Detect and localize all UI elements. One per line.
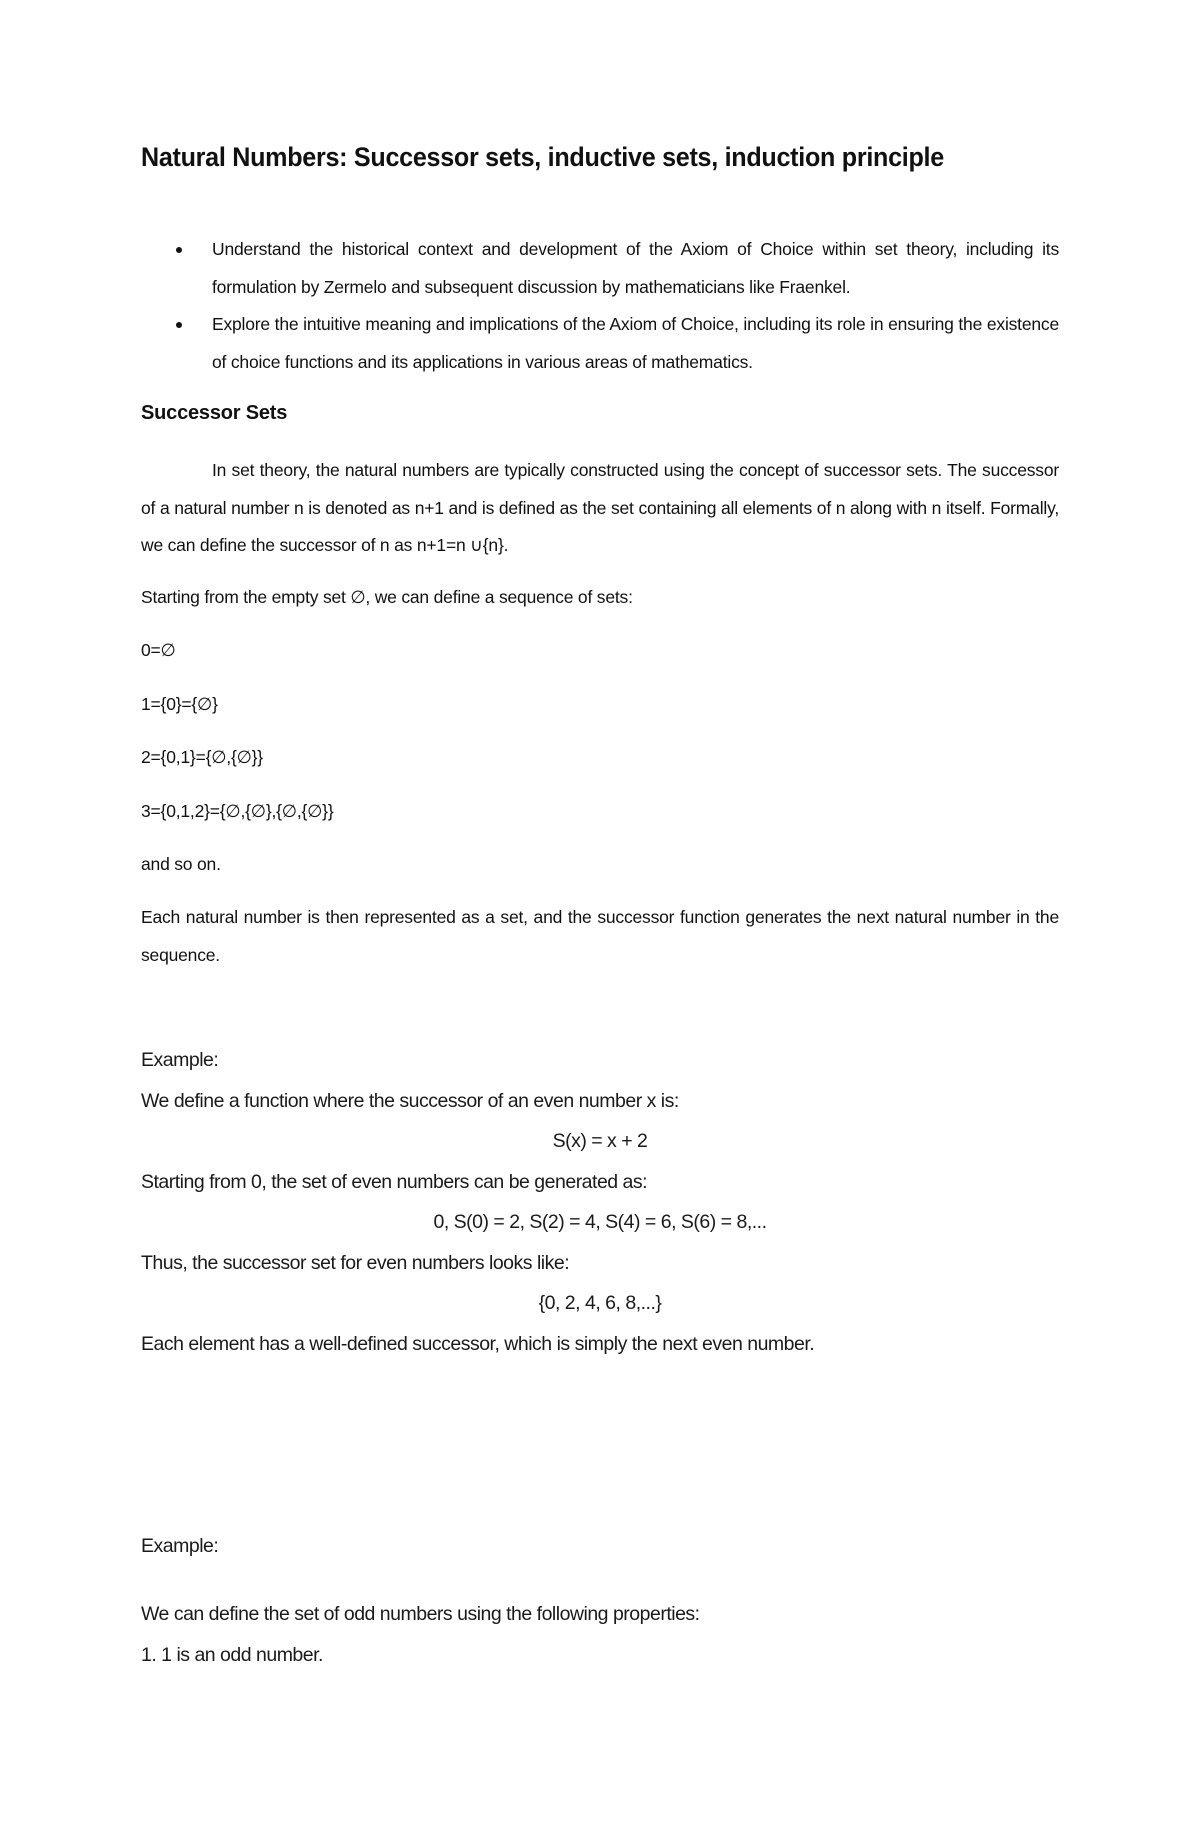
example-1-formula: S(x) = x + 2 [552,1130,648,1152]
set-definition-3: 3={0,1,2}={∅,{∅},{∅,{∅}} [141,801,334,821]
objective-text: Understand the historical context and development of the Axiom of Choice within set theory, including its formulation by Zermelo and subsequent discussion by mathematicians like Fraenkel. [212,239,1059,297]
list-item [141,231,1059,306]
example-2-line-1: We can define the set of odd numbers using the following properties: [141,1603,700,1625]
section-heading-successor-sets: Successor Sets [141,402,288,424]
list-item [141,306,1059,381]
objectives-list [141,231,1059,381]
example-1-line-4: Each element has a well-defined successor, which is simply the next even number. [141,1333,815,1355]
example-1-line-2: Starting from 0, the set of even numbers can be generated as: [141,1171,648,1193]
successor-intro-paragraph: In set theory, the natural numbers are typically constructed using the concept of successor sets. The successor of a natural number n is denoted as n+1 and is defined as the set containing all elements of n along with n itself. Formally, we can define the successor of n as n+1=n ∪{n}. [141,460,1059,555]
example-1-set: {0, 2, 4, 6, 8,...} [538,1292,662,1314]
page-title: Natural Numbers: Successor sets, inductive sets, induction principle [141,142,944,172]
objective-text: Explore the intuitive meaning and implications of the Axiom of Choice, including its role in ensuring the existence of choice functions and its applications in various areas of mathematics. [212,314,1059,372]
bullet-icon [176,247,182,253]
set-definition-1: 1={0}={∅} [141,694,218,714]
document-page [141,0,1059,1835]
successor-conclusion-paragraph: Each natural number is then represented as a set, and the successor function generates the next natural number in the sequence. [141,907,1059,965]
example-2-item-1: 1. 1 is an odd number. [141,1644,323,1666]
example-1-line-3: Thus, the successor set for even numbers looks like: [141,1252,570,1274]
bullet-icon [176,322,182,328]
set-definition-2: 2={0,1}={∅,{∅}} [141,747,263,767]
example-2-label: Example: [141,1535,219,1557]
example-1-line-1: We define a function where the successor of an even number x is: [141,1090,679,1112]
example-1-sequence: 0, S(0) = 2, S(2) = 4, S(4) = 6, S(6) = 8,... [433,1211,767,1233]
set-definition-0: 0=∅ [141,640,176,660]
sequence-intro-line: Starting from the empty set ∅, we can define a sequence of sets: [141,587,633,607]
and-so-on-line: and so on. [141,854,221,874]
example-1-label: Example: [141,1049,219,1071]
